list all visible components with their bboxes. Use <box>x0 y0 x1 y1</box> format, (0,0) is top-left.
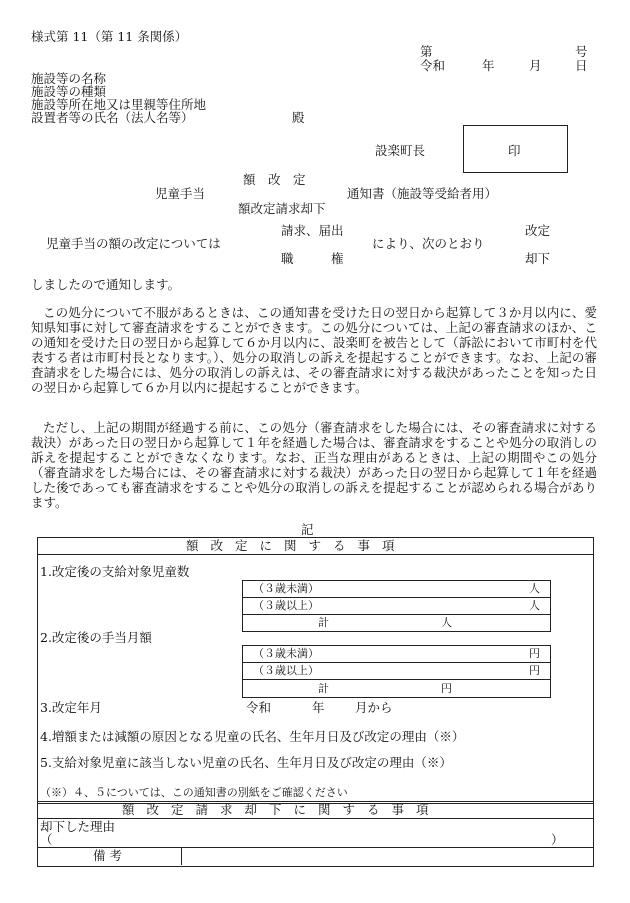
item2-row1-unit: 円 <box>529 647 540 660</box>
number-suffix: 号 <box>575 44 588 59</box>
rejection-reason-label: 却下した理由 <box>40 819 116 834</box>
facility-type-label: 施設等の種類 <box>31 84 107 99</box>
ki-mark: 記 <box>301 522 314 537</box>
date-year: 年 <box>482 58 495 73</box>
item1-row1-unit: 人 <box>529 582 540 595</box>
item2-row2-unit: 円 <box>529 664 540 677</box>
number-prefix: 第 <box>420 44 433 59</box>
honorific: 殿 <box>292 110 305 125</box>
title-left: 児童手当 <box>155 186 206 201</box>
form-number: 様式第 11（第 11 条関係） <box>31 29 188 44</box>
rejection-paren-open: （ <box>40 832 53 847</box>
footnote: （※）４、５については、この通知書の別紙をご確認ください <box>40 786 348 799</box>
item1-label: 1.改定後の支給対象児童数 <box>40 564 190 579</box>
mayor-name: 設楽町長 <box>375 143 426 158</box>
seal-mark: 印 <box>508 143 521 158</box>
date-month: 月 <box>529 58 542 73</box>
notice-paragraph-2: ただし、上記の期間が経過する前に、この処分（審査請求をした場合には、その審査請求に対する裁決）があった日の翌日から起算して１年を経過した場合は、審査請求をすることや処分の取消しの訴えを提起することができなくなります。なお、正当な理由があるときは、上記の期間やこの処分（審査請求をした場合には、その審査請求に対する裁決）があった日の翌日から起算して１年を経過した後であっても審査請求をすることや処分の取消しの訴えを提起することが認められる場合があります。 <box>31 420 597 510</box>
intro-result-bottom: 却下 <box>525 251 551 266</box>
intro-middle: により、次のとおり <box>372 236 485 251</box>
section2-header: 額改定請求却下に関する事項 <box>122 802 441 817</box>
item2-row2-label: （３歳以上） <box>253 664 319 677</box>
item3-month-from: 月から <box>355 700 393 715</box>
item4-label: 4.増額または減額の原因となる児童の氏名、生年月日及び改定の理由（※） <box>40 729 465 744</box>
item1-total-unit: 人 <box>441 616 452 629</box>
item1-row2-label: （３歳以上） <box>253 599 319 612</box>
item3-year: 年 <box>312 700 325 715</box>
intro-result-top: 改定 <box>525 223 551 238</box>
item2-row1-label: （３歳未満） <box>253 647 319 660</box>
remarks-label: 備考 <box>93 848 127 863</box>
item2-total-label: 計 <box>318 682 329 695</box>
title-bottom: 額改定請求却下 <box>238 201 326 216</box>
rejection-paren-close: ） <box>551 832 564 847</box>
title-right: 通知書（施設等受給者用） <box>347 186 498 201</box>
item1-row1-label: （３歳未満） <box>253 582 319 595</box>
founder-name-label: 設置者等の氏名（法人名等） <box>31 110 194 125</box>
item3-era: 令和 <box>246 700 272 715</box>
intro-left: 児童手当の額の改定については <box>46 236 221 251</box>
item1-row2-unit: 人 <box>529 599 540 612</box>
item3-label: 3.改定年月 <box>40 700 102 715</box>
section1-header: 額改定に関する事項 <box>186 538 407 553</box>
notice-paragraph-1: この処分について不服があるときは、この通知書を受けた日の翌日から起算して３か月以内に、愛知県知事に対して審査請求をすることができます。この処分については、上記の審査請求のほか、この通知を受けた日の翌日から起算して６か月以内に、設楽町を被告として（訴訟において市町村を代表する者は市町村長となります。）、処分の取消しの訴えを提起することができます。なお、上記の審査請求をした場合には、処分の取消しの訴えは、その審査請求に対する裁決があったことを知った日の翌日から起算して６か月以内に提起することができます。 <box>31 305 597 395</box>
title-top: 額 改 定 <box>243 172 306 187</box>
intro-option-bottom: 職 権 <box>281 251 344 266</box>
date-era: 令和 <box>420 58 446 73</box>
item5-label: 5.支給対象児童に該当しない児童の氏名、生年月日及び改定の理由（※） <box>40 755 452 770</box>
date-day: 日 <box>575 58 588 73</box>
facility-address-label: 施設等所在地又は里親等住所地 <box>31 97 207 112</box>
intro-tail: しましたので通知します。 <box>31 277 181 292</box>
item2-label: 2.改定後の手当月額 <box>40 630 152 645</box>
item2-total-unit: 円 <box>441 682 452 695</box>
intro-option-top: 請求、届出 <box>281 223 344 238</box>
item1-total-label: 計 <box>318 616 329 629</box>
facility-name-label: 施設等の名称 <box>31 71 107 86</box>
